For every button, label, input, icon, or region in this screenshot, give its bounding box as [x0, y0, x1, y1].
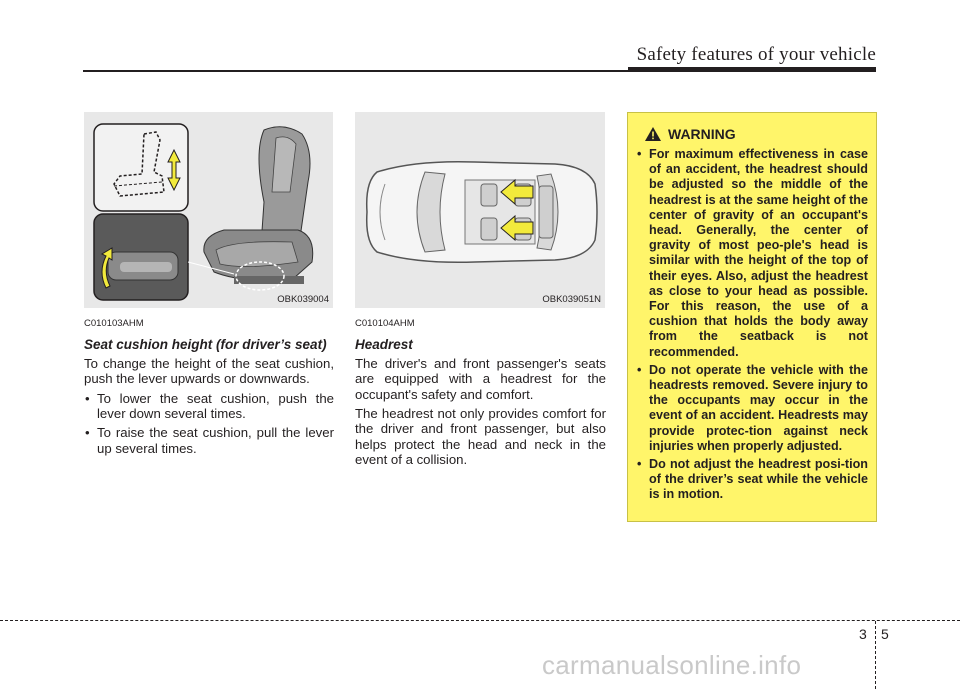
car-drawing: [355, 112, 605, 308]
lever-handle: [120, 262, 172, 272]
instruction-list: [84, 391, 334, 457]
header-rule-accent: [628, 67, 876, 72]
section-paragraph: The headrest not only provides comfort for the driver and front passenger, but also helps protect the head and neck in the event of a collision.: [355, 406, 606, 468]
headrest-car-illustration: [355, 112, 605, 308]
footer-rule: [0, 620, 960, 621]
headrest-section: [355, 316, 606, 472]
chapter-number: 3: [859, 626, 867, 642]
page-number-separator: [875, 621, 876, 689]
instruction-item: • To raise the seat cushion, pull the lever up several times.: [84, 425, 334, 456]
section-title: Safety features of your vehicle: [636, 44, 876, 65]
warning-item: • Do not adjust the headrest posi-tion of the driver’s seat while the vehicle is in motion.: [636, 457, 868, 503]
section-paragraph: To change the height of the seat cushion, push the lever upwards or downwards.: [84, 355, 334, 387]
seat-height-section: [84, 316, 334, 460]
figure-code: OBK039004: [277, 294, 329, 305]
section-heading: Seat cushion height (for driver’s seat): [84, 337, 327, 353]
instruction-item: • To lower the seat cushion, push the lever down several times.: [84, 391, 334, 422]
warning-box: [627, 112, 877, 522]
warning-item: • For maximum effectiveness in case of an accident, the headrest should be adjusted so the middle of the headrest is at the same height of the center of gravity of an occupant's head. Generally, the center of gravity of most peo-ple's head is similar with the height of the top of their eyes. Also, adjust the headrest as close to your head as possible. For this reason, the use of a cushion that holds the body away from the seatback is not recommended.: [636, 147, 868, 360]
section-heading: Headrest: [355, 337, 413, 353]
warning-triangle-icon: [644, 126, 662, 142]
warning-header: [644, 125, 736, 143]
warning-list: [636, 147, 868, 506]
seat-drawing: [84, 112, 333, 308]
seat-main-drawing: [188, 127, 313, 290]
warning-item: • Do not operate the vehicle with the headrests removed. Severe injury to the occupants may occur in the event of an accident. Headrests may provide protec-tion against neck injuries when properly adjusted.: [636, 363, 868, 454]
page-number: 5: [881, 626, 889, 642]
seat-height-illustration: [84, 112, 333, 308]
car-body: [367, 162, 597, 263]
section-paragraph: The driver's and front passenger's seats are equipped with a headrest for the occupant's safety and comfort.: [355, 355, 606, 402]
section-code: C010104AHM: [355, 318, 415, 329]
section-code: C010103AHM: [84, 318, 144, 329]
watermark: carmanualsonline.info: [542, 650, 802, 680]
warning-title: WARNING: [668, 126, 736, 142]
figure-code: OBK039051N: [542, 294, 601, 305]
